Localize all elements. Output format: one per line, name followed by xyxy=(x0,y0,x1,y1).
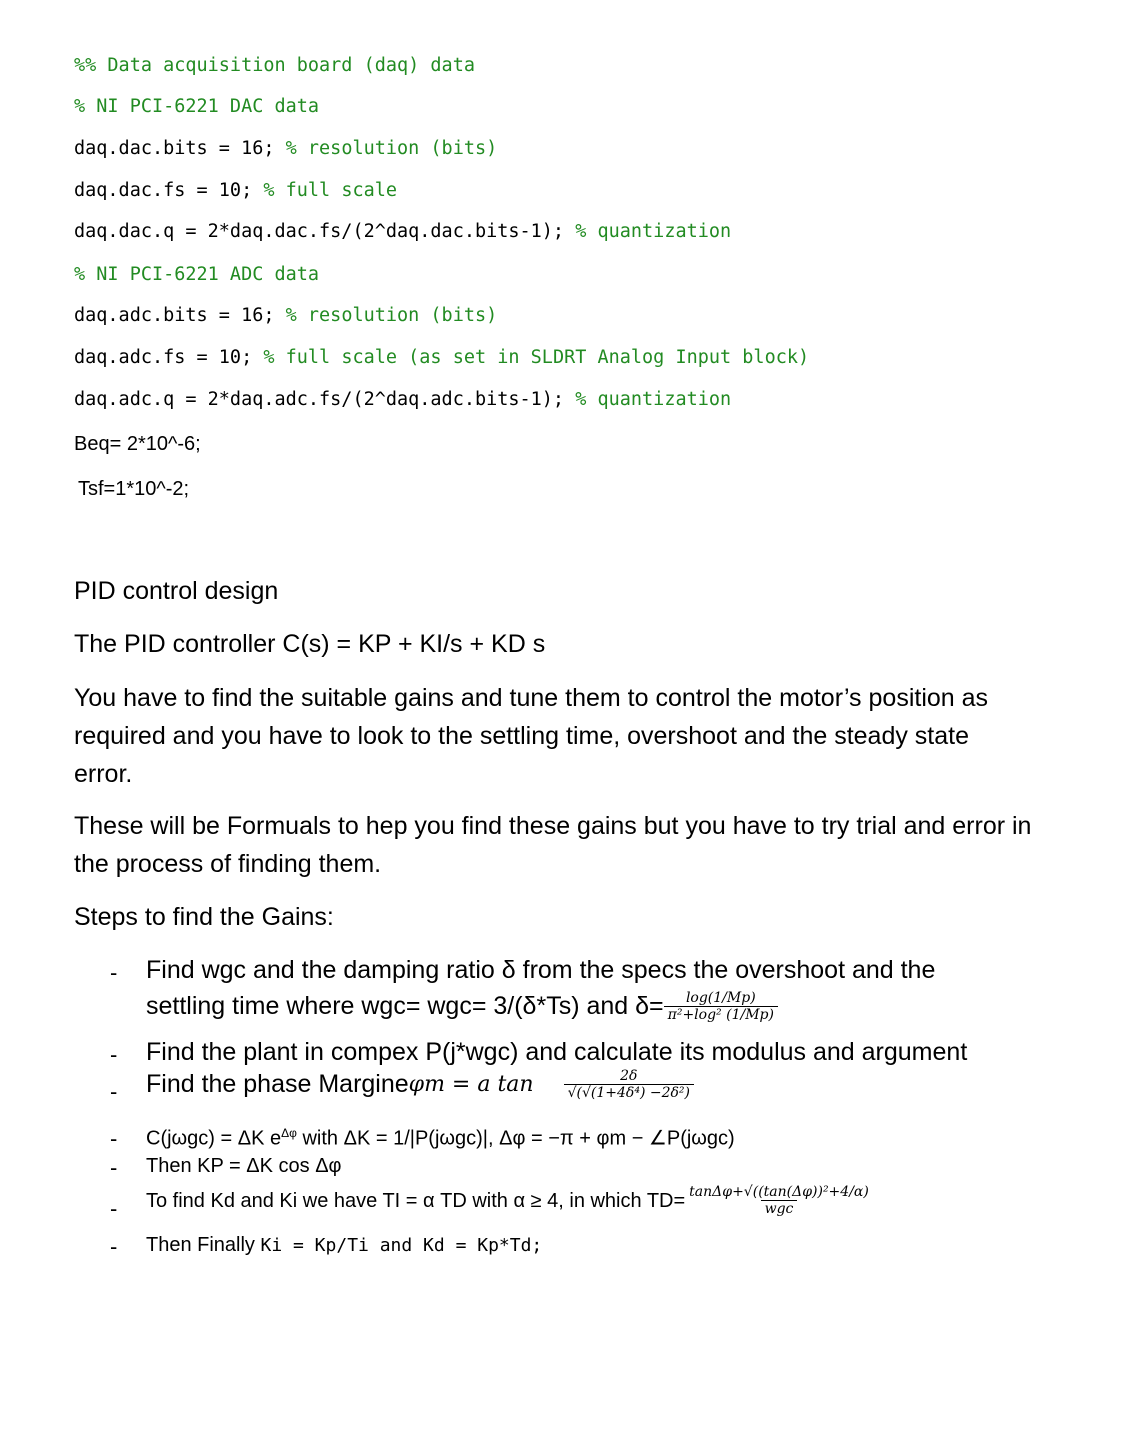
code-comment: % full scale xyxy=(263,180,398,201)
td-denominator: wgc xyxy=(761,1200,798,1217)
bullet: - xyxy=(110,960,118,985)
controller-formula: The PID controller C(s) = KP + KI/s + KD s xyxy=(74,630,546,658)
code-line-dac-title: % NI PCI-6221 DAC data xyxy=(74,96,320,117)
phase-margin-fraction xyxy=(564,1068,694,1101)
delta-numerator: log(1/Mp) xyxy=(685,990,756,1006)
code-line-adc-fs xyxy=(74,349,809,368)
code-text: daq.adc.q = 2*daq.adc.fs/(2^daq.adc.bits-1); xyxy=(74,389,576,410)
step-4-b: with ΔK = 1/|P(jωgc)|, Δφ = −π + φm − ∠P(jωgc) xyxy=(296,1127,735,1150)
bullet: - xyxy=(110,1042,118,1067)
bullet: - xyxy=(110,1126,118,1151)
code-line-adc-bits xyxy=(74,307,497,326)
tsf-line: Tsf=1*10^-2; xyxy=(78,478,190,500)
beq-line: Beq= 2*10^-6; xyxy=(74,433,201,455)
step-7-code: Ki = Kp/Ti and Kd = Kp*Td; xyxy=(260,1235,543,1256)
code-line-dac-fs xyxy=(74,182,397,201)
code-comment: % full scale (as set in SLDRT Analog Input block) xyxy=(263,347,810,368)
code-text: daq.dac.q = 2*daq.dac.fs/(2^daq.dac.bits-1); xyxy=(74,221,576,242)
phase-margin-formula: φm = a tan xyxy=(408,1071,534,1097)
bullet: - xyxy=(110,1079,118,1104)
step-4-exponent: Δφ xyxy=(281,1126,297,1140)
step-1-line-2 xyxy=(146,990,778,1023)
paragraph-formulas: These will be Formuals to hep you find these gains but you have to try trial and error in the process of finding them. xyxy=(74,812,1032,878)
delta-denominator: π²+log² (1/Mp) xyxy=(664,1006,778,1023)
bullet: - xyxy=(110,1234,118,1259)
code-line-adc-title: % NI PCI-6221 ADC data xyxy=(74,264,320,285)
step-1-text: settling time where wgc= wgc= 3/(δ*Ts) and δ= xyxy=(146,992,664,1020)
step-5: Then KP = ΔK cos Δφ xyxy=(146,1155,342,1177)
step-3 xyxy=(146,1068,694,1101)
td-formula xyxy=(685,1184,873,1217)
phase-margin-denominator: √(√(1+4δ⁴) −2δ²) xyxy=(564,1084,694,1101)
step-7-text: Then Finally xyxy=(146,1234,261,1256)
step-4-a: C(jωgc) = ΔK e xyxy=(146,1127,282,1150)
step-1-line-1: Find wgc and the damping ratio δ from the specs the overshoot and the xyxy=(146,956,936,984)
step-4 xyxy=(146,1127,735,1149)
delta-formula xyxy=(664,990,778,1023)
code-comment: % resolution (bits) xyxy=(285,138,498,159)
phase-margin-numerator: 2δ xyxy=(620,1068,638,1084)
bullet: - xyxy=(110,1196,118,1221)
code-line-adc-q xyxy=(74,391,731,410)
code-comment: % quantization xyxy=(575,389,732,410)
code-text: daq.adc.fs = 10; xyxy=(74,347,264,368)
code-line-header: %% Data acquisition board (daq) data xyxy=(74,55,475,76)
section-title: PID control design xyxy=(74,577,279,605)
code-line-dac-bits xyxy=(74,140,497,159)
code-text: daq.dac.bits = 16; xyxy=(74,138,286,159)
code-line-dac-q xyxy=(74,223,731,242)
step-7 xyxy=(146,1235,542,1255)
steps-heading: Steps to find the Gains: xyxy=(74,903,334,931)
paragraph-tuning: You have to find the suitable gains and tune them to control the motor’s position as required and you have to look to the settling time, overshoot and the steady state error. xyxy=(74,684,989,788)
step-2: Find the plant in compex P(j*wgc) and calculate its modulus and argument xyxy=(146,1038,968,1066)
code-text: daq.adc.bits = 16; xyxy=(74,305,286,326)
td-numerator: tanΔφ+√((tan(Δφ))²+4/α) xyxy=(689,1184,869,1200)
step-3-text: Find the phase Margine xyxy=(146,1070,409,1098)
code-text: daq.dac.fs = 10; xyxy=(74,180,264,201)
step-6-text: To find Kd and Ki we have TI = α TD with α ≥ 4, in which TD= xyxy=(146,1189,686,1212)
step-6 xyxy=(146,1184,873,1217)
bullet: - xyxy=(110,1155,118,1180)
code-comment: % quantization xyxy=(575,221,732,242)
code-comment: % resolution (bits) xyxy=(285,305,498,326)
